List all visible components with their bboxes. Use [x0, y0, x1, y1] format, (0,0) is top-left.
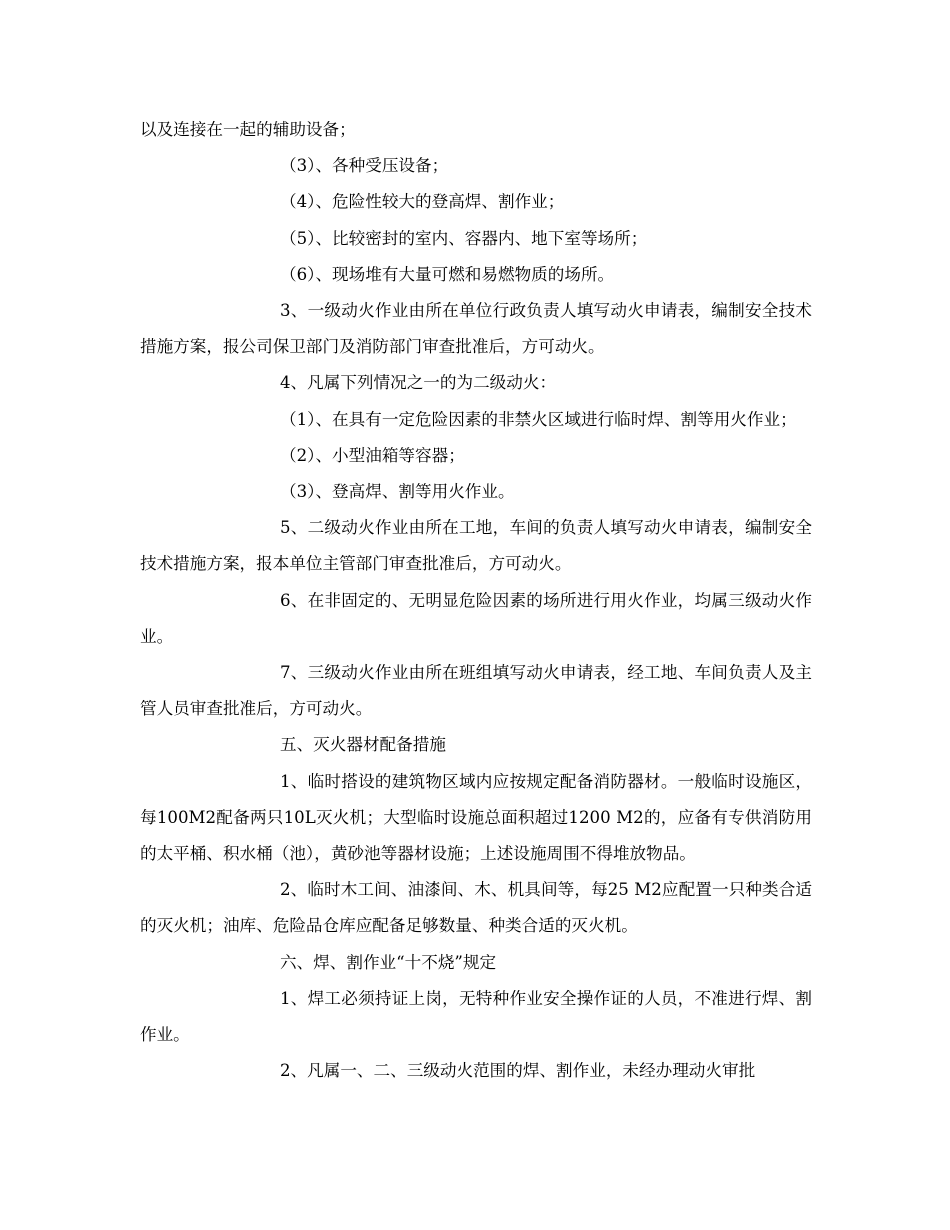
- paragraph-rule-7: 7、三级动火作业由所在班组填写动火申请表，经工地、车间负责人及主管人员审查批准后，方可动火。: [140, 663, 812, 719]
- section-heading-5: 五、灭火器材配备措施: [280, 735, 446, 755]
- section-heading-6: 六、焊、割作业“十不烧”规定: [280, 952, 497, 972]
- paragraph-item-3: （3）、各种受压设备；: [280, 156, 449, 176]
- paragraph-item-5: （5）、比较密封的室内、容器内、地下室等场所；: [280, 228, 648, 248]
- paragraph-equipment-2: 2、临时木工间、油漆间、木、机具间等，每25 M2应配置一只种类合适的灭火机；油库、危险品仓库应配备足够数量、种类合适的灭火机。: [140, 880, 812, 936]
- paragraph-welding-2: 2、凡属一、二、三级动火范围的焊、割作业，未经办理动火审批: [280, 1061, 756, 1081]
- paragraph-rule-4: 4、凡属下列情况之一的为二级动火：: [280, 373, 557, 393]
- paragraph-rule-6: 6、在非固定的、无明显危险因素的场所进行用火作业，均属三级动火作业。: [140, 590, 812, 646]
- paragraph-rule-5: 5、二级动火作业由所在工地，车间的负责人填写动火申请表，编制安全技术措施方案，报本单位主管部门审查批准后，方可动火。: [140, 518, 812, 574]
- paragraph-rule-3: 3、一级动火作业由所在单位行政负责人填写动火申请表，编制安全技术措施方案，报公司保卫部门及消防部门审查批准后，方可动火。: [140, 301, 812, 357]
- paragraph-subitem-2: （2）、小型油箱等容器；: [280, 445, 465, 465]
- paragraph-continuation: 以及连接在一起的辅助设备；: [140, 120, 356, 139]
- paragraph-item-6: （6）、现场堆有大量可燃和易燃物质的场所。: [280, 264, 615, 284]
- document-body: [140, 112, 812, 1089]
- paragraph-subitem-3: （3）、登高焊、割等用火作业。: [280, 482, 515, 502]
- paragraph-equipment-1: 1、临时搭设的建筑物区域内应按规定配备消防器材。一般临时设施区，每100M2配备两只10L灭火机；大型临时设施总面积超过1200 M2的，应备有专供消防用的太平桶、积水桶（池），黄砂池等器材设施；上述设施周围不得堆放物品。: [140, 771, 812, 864]
- paragraph-item-4: （4）、危险性较大的登高焊、割作业；: [280, 192, 565, 212]
- paragraph-subitem-1: （1）、在具有一定危险因素的非禁火区域进行临时焊、割等用火作业；: [280, 409, 797, 429]
- paragraph-welding-1: 1、焊工必须持证上岗，无特种作业安全操作证的人员，不准进行焊、割作业。: [140, 988, 812, 1045]
